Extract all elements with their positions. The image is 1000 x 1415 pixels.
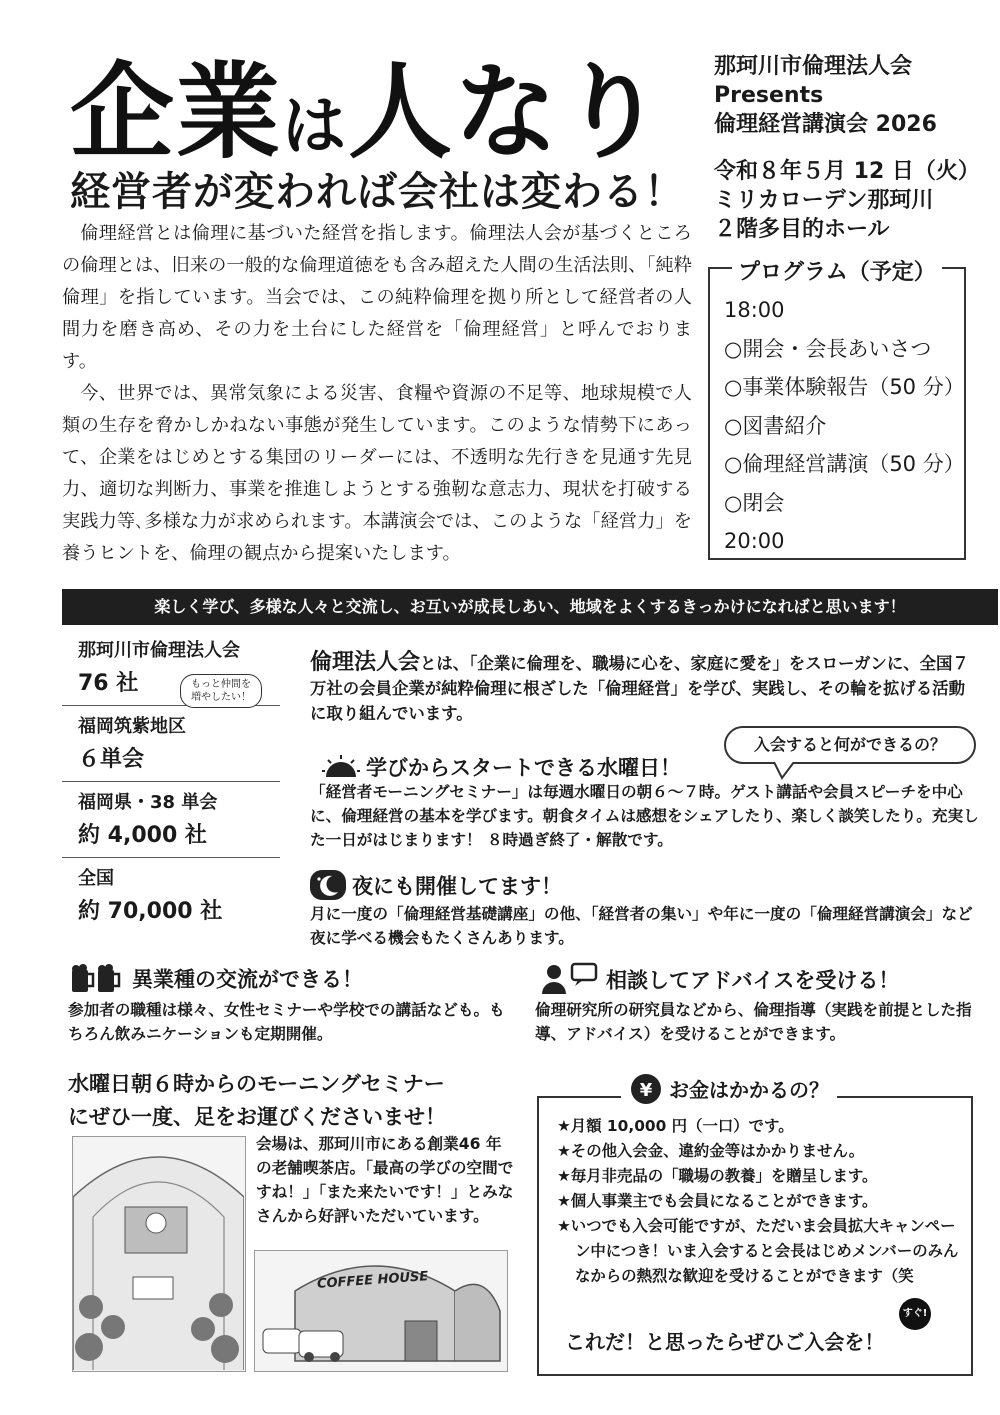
morning-line-2: にぜひ一度、足をお運びくださいませ！ [68, 1105, 446, 1129]
intro-paragraph-2: 今、世界では、異常気象による災害、食糧や資源の不足等、地球規模で人類の生存を脅かしかねない事態が発生しています。このような情勢下にあって、企業をはじめとする集団のリーダーには、不透明な先行きを見通す先見力、適切な判断力、事業を推進しようとする強靭な意志力、現状を打破する実践力等､多様な力が求められます。本講演会では、このような「経営力」を養うヒントを、倫理の観点から提案いたします。 [62, 383, 692, 564]
seminar-hall-illustration [72, 1136, 246, 1372]
join-call-to-action [565, 1308, 928, 1355]
banner: 楽しく学び、多様な人々と交流し、お互いが成長しあい、地域をよくするきっかけになればと思います！ [62, 589, 998, 625]
speech-bubble-small [180, 674, 262, 708]
program-item: ○事業体験報告（50 分） [724, 375, 965, 399]
stat-value: 約 70,000 社 [78, 899, 223, 924]
person-speech-icon [540, 962, 600, 1001]
stat-value: ６単会 [78, 747, 145, 772]
stat-chikushi [62, 706, 280, 782]
money-heading-text: お金はかかるの？ [669, 1078, 829, 1102]
program-item: 20:00 [724, 529, 785, 553]
main-title [70, 28, 666, 178]
subtitle: 経営者が変われば会社は変わる！ [70, 169, 685, 215]
stat-value: 76 社 [78, 671, 139, 696]
rinri-lead: 倫理法人会 [310, 650, 421, 675]
morning-line-1: 水曜日朝６時からのモーニングセミナー [68, 1072, 445, 1096]
title-part-1: 企業 [70, 50, 283, 173]
stats-column [62, 630, 280, 934]
program-box [708, 260, 966, 560]
stat-national [62, 858, 280, 934]
cta-text: これだ！と思ったらぜひご入会を！ [565, 1330, 885, 1354]
beer-mugs-icon [68, 962, 126, 999]
intro-text [62, 218, 692, 570]
program-list [724, 291, 965, 561]
seminar-hall-drawing [73, 1137, 244, 1370]
coffee-house-sign: COFFEE HOUSE [316, 1269, 429, 1292]
rinri-description [310, 650, 980, 726]
night-body: 月に一度の「倫理経営基礎講座」の他、「経営者の集い」や年に一度の「倫理経営講演会」など夜に学べる機会もたくさんあります。 [310, 905, 973, 947]
title-part-2: は [282, 89, 349, 164]
event-org: 那珂川市倫理法人会 [714, 54, 913, 79]
event-date: 令和８年５月 12 日（火） [714, 159, 980, 184]
event-venue: ミリカローデン那珂川 [714, 188, 934, 213]
yen-coin-icon [629, 1072, 663, 1111]
title-part-3: 人 [348, 50, 455, 173]
money-item: ★月額 10,000 円（一口）です。 [557, 1117, 794, 1135]
event-presents: Presents [714, 83, 824, 108]
wednesday-heading [322, 752, 681, 784]
event-name: 倫理経営講演会 2026 [714, 112, 937, 137]
intro-paragraph-1: 倫理経営とは倫理に基づいた経営を指します。倫理法人会が基づくところの倫理とは、旧来の一般的な倫理道徳をも含み超えた人間の生活法則、「純粋倫理」を指しています。当会では、この純粋倫理を拠り所として経営者の人間力を磨き高め、その力を土台にした経営を「倫理経営」と呼んでおります。 [62, 223, 692, 372]
program-item: ○倫理経営講演（50 分） [724, 452, 965, 476]
wednesday-heading-text: 学びからスタートできる水曜日！ [366, 756, 681, 780]
program-item: ○開会・会長あいさつ [724, 336, 932, 361]
join-question-bubble: 入会すると何ができるの？ [724, 726, 976, 764]
stat-label: 那珂川市倫理法人会 [78, 640, 240, 661]
program-item: 18:00 [724, 298, 785, 322]
wednesday-body: 「経営者モーニングセミナー」は毎週水曜日の朝６～７時。ゲスト講話や会員スピーチを中心に、倫理経営の基本を学びます。朝食タイムは感想をシェアしたり、楽しく談笑したり。充実した一日がはじまります！ ８時過ぎ終了・解散です。 [310, 783, 979, 849]
program-item: ○図書紹介 [724, 413, 827, 438]
program-item: ○閉会 [724, 490, 785, 515]
stat-label: 福岡県・38 単会 [78, 792, 218, 813]
money-heading [621, 1072, 837, 1111]
exchange-heading-text: 異業種の交流ができる！ [132, 967, 363, 992]
bubble-line: 増やしたい！ [191, 692, 251, 703]
stat-nakagawa [62, 630, 280, 706]
stat-label: 全国 [78, 868, 114, 889]
stat-value: 約 4,000 社 [78, 823, 207, 848]
event-info [714, 52, 980, 244]
advice-heading [540, 962, 899, 1001]
money-item: ★その他入会金、違約金等はかかりません。 [557, 1142, 865, 1160]
coffee-house-drawing [255, 1251, 506, 1370]
exchange-body: 参加者の職種は様々、女性セミナーや学校での講話なども。もちろん飲みニケーションも定期開催。 [68, 1001, 505, 1043]
bubble-tail-icon [770, 762, 800, 780]
svg-text:¥: ¥ [639, 1080, 653, 1101]
bubble-line: もっと仲間を [191, 679, 251, 690]
money-item: ★いつでも入会可能ですが、ただいま会員拡大キャンペーン中につき！いま入会すると会長はじめメンバーのみんなからの熱烈な歓迎を受けることができます（笑 [557, 1217, 959, 1285]
money-list [557, 1114, 965, 1289]
night-heading [310, 870, 562, 905]
advice-heading-text: 相談してアドバイスを受ける！ [606, 968, 900, 993]
money-item: ★個人事業主でも会員になることができます。 [557, 1192, 878, 1210]
exchange-heading [68, 962, 363, 999]
money-box [537, 1078, 973, 1376]
night-heading-text: 夜にも開催してます！ [352, 874, 562, 899]
stat-fukuoka [62, 782, 280, 858]
venue-description: 会場は、那珂川市にある創業46 年の老舗喫茶店。「最高の学びの空間ですね！」「また来たいです！」とみなさんから好評いただいています。 [256, 1135, 514, 1225]
money-item: ★毎月非売品の「職場の教養」を贈呈します。 [557, 1167, 878, 1185]
moon-icon [310, 870, 346, 905]
rinri-body: とは、「企業に倫理を、職場に心を、家庭に愛を」をスローガンに、全国７万社の会員企業が純粋倫理に根ざした「倫理経営」を学び、実践し、その輪を拡げる活動に取り組んでいます。 [310, 654, 969, 723]
coffee-house-illustration [254, 1250, 508, 1372]
sugu-badge: すぐ! [899, 1298, 931, 1330]
stat-label: 福岡筑紫地区 [78, 716, 186, 737]
event-room: ２階多目的ホール [714, 217, 890, 242]
advice-body: 倫理研究所の研究員などから、倫理指導（実践を前提とした指導、アドバイス）を受けることができます。 [535, 1001, 972, 1043]
morning-seminar-call [68, 1068, 446, 1134]
program-title: プログラム（予定） [732, 255, 942, 286]
title-part-4: なり [454, 50, 667, 173]
